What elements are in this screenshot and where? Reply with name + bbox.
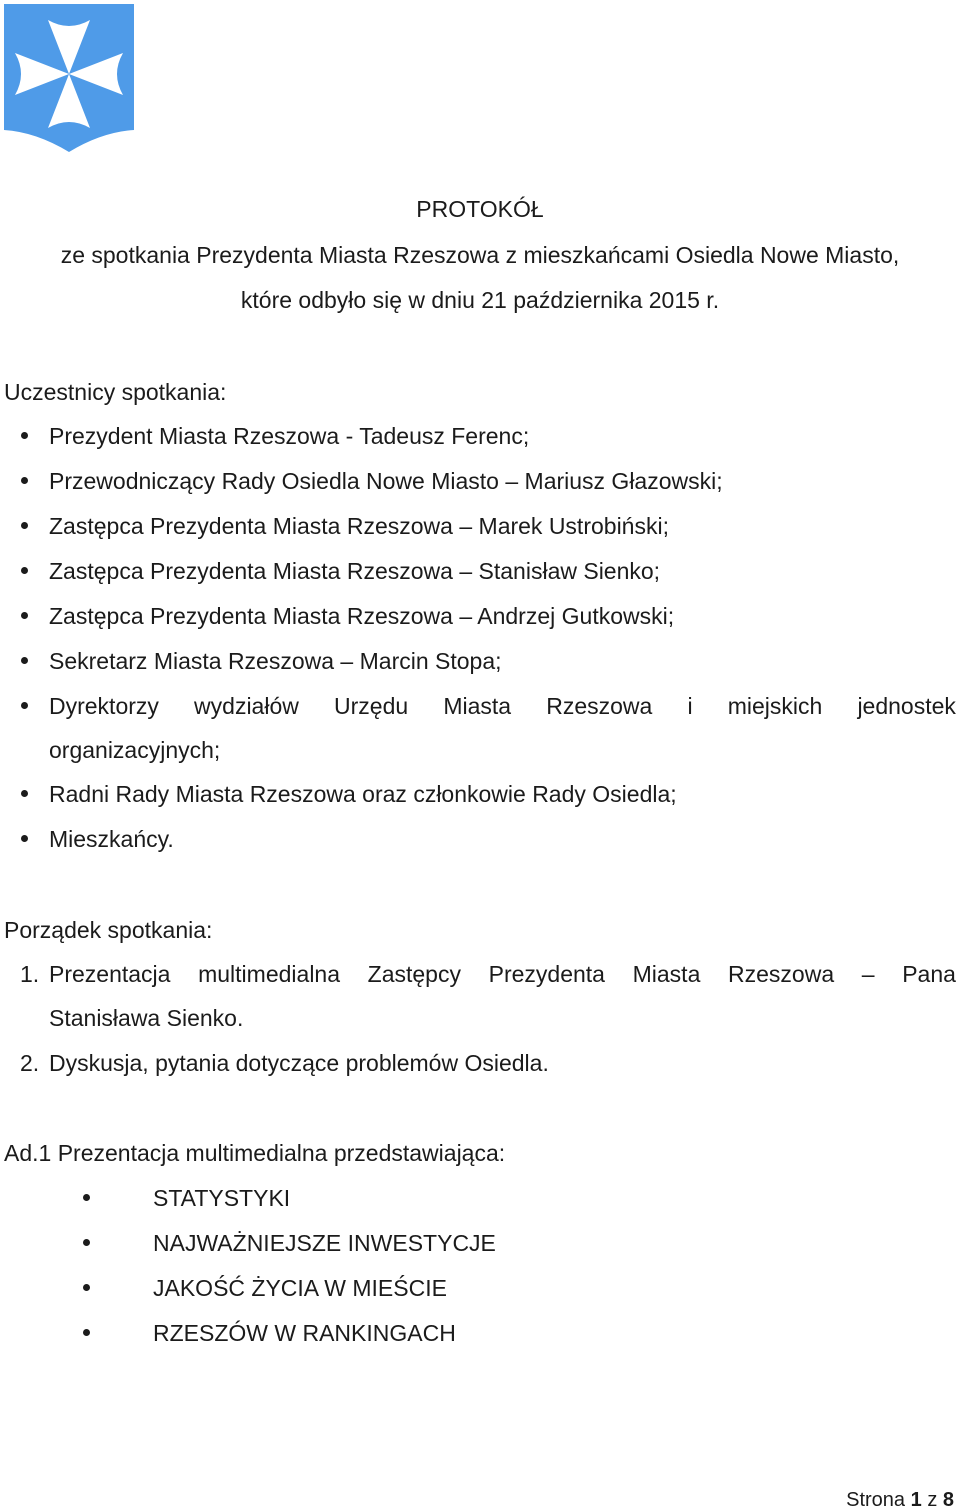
list-item-justified-line (49, 692, 956, 720)
bullet-icon (83, 1284, 90, 1291)
list-item: STATYSTYKI (153, 1185, 291, 1211)
word: Pana (902, 961, 956, 987)
current-page: 1 (910, 1489, 922, 1511)
list-item: Radni Rady Miasta Rzeszowa oraz członkowie Rady Osiedla; (49, 781, 677, 807)
word: Miasta (443, 693, 512, 719)
rzeszow-crest-icon (4, 4, 134, 152)
agenda-item: Dyskusja, pytania dotyczące problemów Osiedla. (49, 1050, 549, 1076)
agenda-number: 2. (20, 1050, 40, 1076)
bullet-icon (83, 1194, 90, 1201)
agenda-heading: Porządek spotkania: (4, 917, 213, 943)
document-title: PROTOKÓŁ (416, 196, 544, 222)
word: Urzędu (334, 693, 409, 719)
agenda-item-continuation: Stanisława Sienko. (49, 1005, 244, 1031)
word: Prezydenta (488, 961, 605, 987)
list-item: Zastępca Prezydenta Miasta Rzeszowa – Stanisław Sienko; (49, 558, 661, 584)
list-item: Sekretarz Miasta Rzeszowa – Marcin Stopa; (49, 648, 502, 674)
agenda-item-justified-line (49, 960, 956, 988)
list-item: Zastępca Prezydenta Miasta Rzeszowa – Marek Ustrobiński; (49, 513, 669, 539)
bullet-icon (21, 432, 28, 439)
word: jednostek (857, 693, 956, 719)
document-subtitle-line1: ze spotkania Prezydenta Miasta Rzeszowa z mieszkańcami Osiedla Nowe Miasto, (60, 242, 900, 268)
list-item: NAJWAŻNIEJSZE INWESTYCJE (153, 1230, 496, 1256)
section-heading: Ad.1 Prezentacja multimedialna przedstawiająca: (4, 1140, 506, 1166)
list-item: Przewodniczący Rady Osiedla Nowe Miasto – Mariusz Głazowski; (49, 468, 723, 494)
total-pages: 8 (942, 1489, 954, 1511)
bullet-icon (83, 1239, 90, 1246)
word: miejskich (727, 693, 823, 719)
list-item: Prezydent Miasta Rzeszowa - Tadeusz Ferenc; (49, 423, 530, 449)
word: multimedialna (198, 961, 341, 987)
bullet-icon (21, 702, 28, 709)
word: Zastępcy (367, 961, 461, 987)
bullet-icon (21, 567, 28, 574)
word: Miasta (632, 961, 701, 987)
bullet-icon (21, 657, 28, 664)
word: – (861, 961, 875, 987)
bullet-icon (21, 790, 28, 797)
document-subtitle-line2: które odbyło się w dniu 21 października 2015 r. (240, 287, 720, 313)
participants-heading: Uczestnicy spotkania: (4, 379, 227, 405)
word: Dyrektorzy (49, 693, 159, 719)
word: Prezentacja (49, 961, 171, 987)
word: Rzeszowa (728, 961, 835, 987)
page-word: Strona (846, 1489, 906, 1511)
page-number (846, 1488, 954, 1512)
list-item-continuation: organizacyjnych; (49, 737, 221, 763)
agenda-number: 1. (20, 961, 40, 987)
bullet-icon (21, 835, 28, 842)
word: i (687, 693, 693, 719)
list-item: Mieszkańcy. (49, 826, 174, 852)
word: wydziałów (194, 693, 299, 719)
word: Rzeszowa (546, 693, 653, 719)
bullet-icon (21, 522, 28, 529)
of-word: z (927, 1489, 938, 1511)
list-item: JAKOŚĆ ŻYCIA W MIEŚCIE (153, 1275, 447, 1301)
bullet-icon (21, 477, 28, 484)
bullet-icon (21, 612, 28, 619)
bullet-icon (83, 1329, 90, 1336)
list-item: Zastępca Prezydenta Miasta Rzeszowa – Andrzej Gutkowski; (49, 603, 675, 629)
list-item: RZESZÓW W RANKINGACH (153, 1320, 456, 1346)
